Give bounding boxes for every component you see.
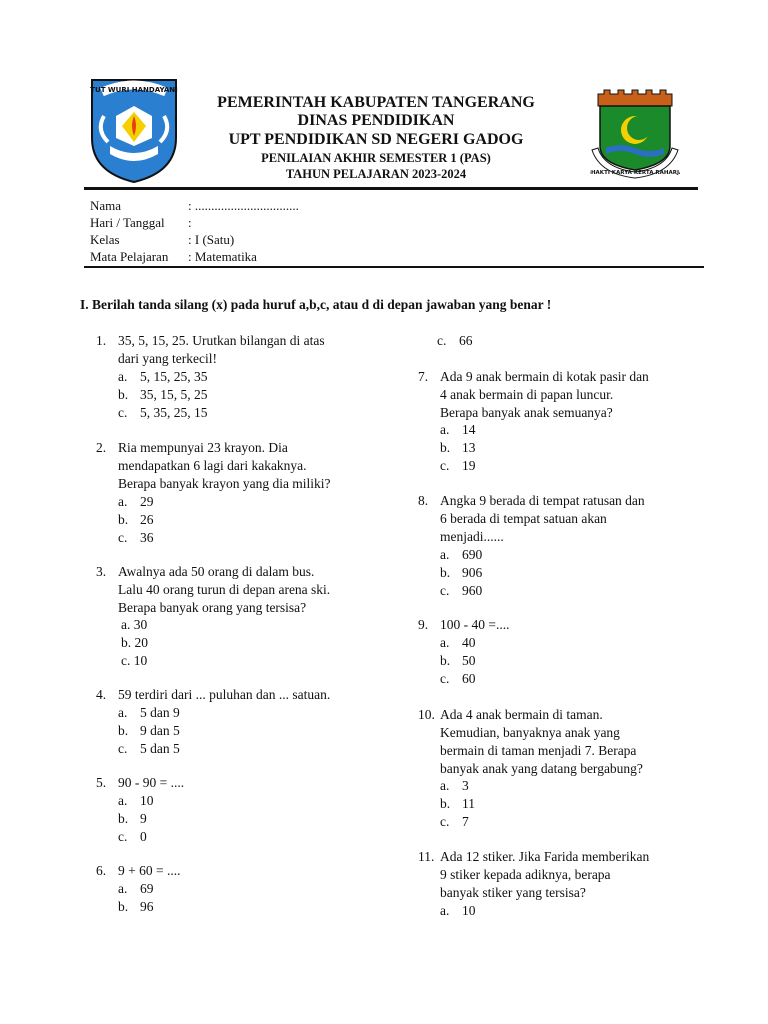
name-field[interactable]: : ................................: [188, 198, 299, 213]
header-divider: [84, 187, 698, 190]
info-divider: [84, 266, 704, 268]
header-government: PEMERINTAH KABUPATEN TANGERANG: [217, 94, 535, 111]
question-1: 1. 35, 5, 15, 25. Urutkan bilangan di atas dari yang terkecil!: [96, 333, 325, 366]
instruction: I. Berilah tanda silang (x) pada huruf a,b,c, atau d di depan jawaban yang benar !: [80, 297, 552, 312]
question-11: 11. Ada 12 stiker. Jika Farida memberikan 9 stiker kepada adiknya, berapa banyak stiker yang tersisa?: [418, 849, 650, 900]
question-9: 9. 100 - 40 =....: [418, 617, 510, 632]
svg-text:BHAKTI KARYA KERTA RAHARJA: BHAKTI KARYA KERTA RAHARJA: [590, 170, 680, 176]
svg-text:TUT WURI HANDAYANI: TUT WURI HANDAYANI: [90, 86, 178, 94]
class-label: Kelas: [90, 232, 120, 247]
date-label: Hari / Tanggal: [90, 215, 165, 230]
header-school: UPT PENDIDIKAN SD NEGERI GADOG: [228, 131, 524, 148]
q3-option-b[interactable]: b. 20: [121, 635, 148, 650]
subject-label: Mata Pelajaran: [90, 249, 169, 264]
question-2: 2. Ria mempunyai 23 krayon. Dia mendapatkan 6 lagi dari kakaknya. Berapa banyak krayon yang dia miliki?: [96, 440, 331, 491]
student-info: [90, 197, 490, 267]
subject-value: : Matematika: [188, 249, 257, 264]
header-year: TAHUN PELAJARAN 2023-2024: [285, 167, 467, 181]
q3-option-a[interactable]: a. 30: [121, 617, 148, 632]
question-3: 3. Awalnya ada 50 orang di dalam bus. Lalu 40 orang turun di depan arena ski. Berapa banyak orang yang tersisa?: [96, 564, 331, 615]
question-7: 7. Ada 9 anak bermain di kotak pasir dan 4 anak bermain di papan luncur. Berapa banyak anak semuanya?: [418, 369, 649, 420]
header-exam: PENILAIAN AKHIR SEMESTER 1 (PAS): [261, 151, 491, 165]
header-department: DINAS PENDIDIKAN: [297, 112, 455, 129]
question-4: 4. 59 terdiri dari ... puluhan dan ... satuan.: [96, 687, 331, 702]
date-field[interactable]: :: [188, 215, 192, 230]
question-6: 6. 9 + 60 = ....: [96, 863, 181, 878]
class-value: : I (Satu): [188, 232, 235, 247]
question-5: 5. 90 - 90 = ....: [96, 775, 185, 790]
name-label: Nama: [90, 198, 122, 213]
question-10: 10. Ada 4 anak bermain di taman. Kemudian, banyaknya anak yang bermain di taman menjadi 7. Berapa banyak anak yang datang bergabung?: [418, 707, 643, 776]
question-8: 8. Angka 9 berada di tempat ratusan dan 6 berada di tempat satuan akan menjadi......: [418, 493, 645, 544]
q3-option-c[interactable]: c. 10: [121, 653, 148, 668]
